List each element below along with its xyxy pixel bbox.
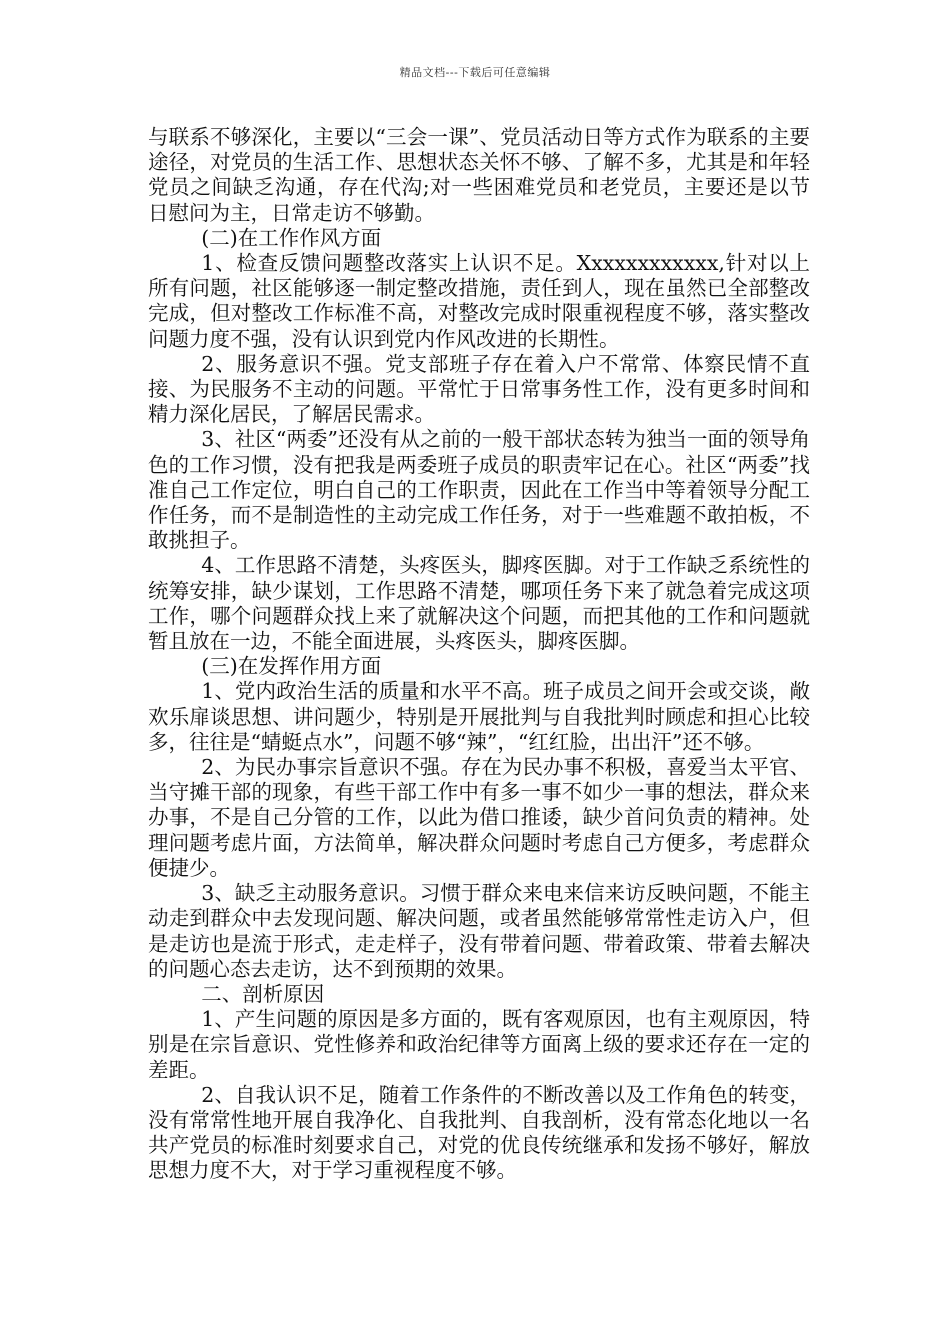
paragraph-item: 2、为民办事宗旨意识不强。存在为民办事不积极，喜爱当太平官、当守摊干部的现象，有些干部工作中有多一事不如少一事的想法，群众来办事，不是自己分管的工作，以此为借口推诿，缺少首问负责的精神。处理问题考虑片面，方法简单，解决群众问题时考虑自己方便多，考虑群众便捷少。 bbox=[148, 755, 810, 880]
paragraph-item: 1、产生问题的原因是多方面的，既有客观原因，也有主观原因，特别是在宗旨意识、党性修养和政治纪律等方面离上级的要求还存在一定的差距。 bbox=[148, 1007, 810, 1082]
paragraph-item: 4、工作思路不清楚，头疼医头，脚疼医脚。对于工作缺乏系统性的统筹安排，缺少谋划，工作思路不清楚，哪项任务下来了就急着完成这项工作，哪个问题群众找上来了就解决这个问题，而把其他的工作和问题就暂且放在一边，不能全面进展，头疼医头，脚疼医脚。 bbox=[148, 553, 810, 654]
section-heading-work-style: (二)在工作作风方面 bbox=[201, 225, 382, 250]
document-body bbox=[148, 125, 810, 1184]
section-heading-causes: 二、剖析原因 bbox=[201, 981, 325, 1006]
paragraph-item: 3、缺乏主动服务意识。习惯于群众来电来信来访反映问题，不能主动走到群众中去发现问题、解决问题，或者虽然能够常常性走访入户，但是走访也是流于形式，走走样子，没有带着问题、带着政策、带着去解决的问题心态去走访，达不到预期的效果。 bbox=[148, 881, 810, 981]
paragraph-item: 2、自我认识不足，随着工作条件的不断改善以及工作角色的转变，没有常常性地开展自我净化、自我批判、自我剖析，没有常态化地以一名共产党员的标准时刻要求自己，对党的优良传统继承和发扬不够好，解放思想力度不大，对于学习重视程度不够。 bbox=[148, 1082, 810, 1183]
paragraph-continuation: 与联系不够深化，主要以“三会一课”、党员活动日等方式作为联系的主要途径，对党员的生活工作、思想状态关怀不够、了解不多，尤其是和年轻党员之间缺乏沟通，存在代沟;对一些困难党员和老党员，主要还是以节日慰问为主，日常走访不够勤。 bbox=[148, 125, 810, 225]
page-header: 精品文档---下载后可任意编辑 bbox=[399, 66, 551, 79]
paragraph-item: 3、社区“两委”还没有从之前的一般干部状态转为独当一面的领导角色的工作习惯，没有把我是两委班子成员的职责牢记在心。社区“两委”找准自己工作定位，明白自己的工作职责，因此在工作当中等着领导分配工作任务，而不是制造性的主动完成工作任务，对于一些难题不敢拍板，不敢挑担子。 bbox=[148, 427, 810, 553]
paragraph-item: 1、检查反馈问题整改落实上认识不足。Xxxxxxxxxxxx,针对以上所有问题，社区能够逐一制定整改措施，责任到人，现在虽然已全部整改完成，但对整改工作标准不高，对整改完成时限重视程度不够，落实整改问题力度不强，没有认识到党内作风改进的长期性。 bbox=[148, 251, 810, 351]
paragraph-item: 1、党内政治生活的质量和水平不高。班子成员之间开会或交谈，敞欢乐扉谈思想、讲问题少，特别是开展批判与自我批判时顾虑和担心比较多，往往是“蜻蜓点水”，问题不够“辣”，“红红脸，出出汗”还不够。 bbox=[148, 679, 810, 754]
section-heading-role: (三)在发挥作用方面 bbox=[201, 654, 382, 679]
paragraph-item: 2、服务意识不强。党支部班子存在着入户不常常、体察民情不直接、为民服务不主动的问题。平常忙于日常事务性工作，没有更多时间和精力深化居民，了解居民需求。 bbox=[148, 351, 810, 427]
